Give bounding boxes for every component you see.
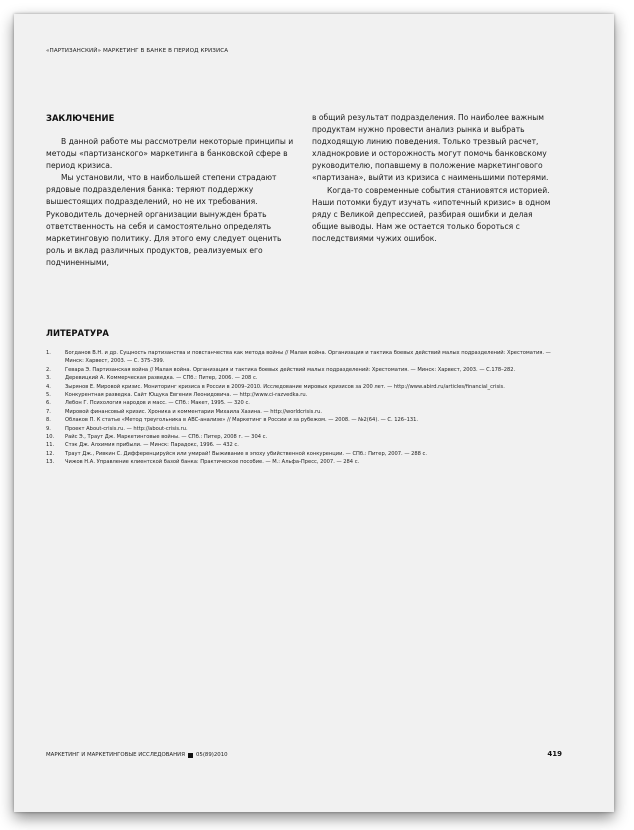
reference-number: 11. — [46, 442, 55, 449]
reference-text: Райс Э., Траут Дж. Маркетинговые войны. — СПб.: Питер, 2008 г. — 304 с. — [65, 434, 268, 441]
reference-item — [46, 450, 566, 458]
reference-number: 1. — [46, 350, 51, 356]
document-page — [14, 14, 614, 812]
reference-number: 7. — [46, 408, 51, 415]
reference-text: Чижов Н.А. Управление клиентской базой банка: Практическое пособие. — М.: Альфа-Пресс, 2007. — 284 с. — [65, 459, 360, 466]
conclusion-paragraph: В данной работе мы рассмотрели некоторые принципы и методы «партизанского» маркетинга в банковской сфере в период кризиса. — [46, 137, 294, 171]
reference-number: 4. — [46, 383, 51, 390]
reference-item — [46, 408, 566, 416]
page-footer — [46, 752, 228, 758]
reference-number: 10. — [46, 434, 55, 441]
reference-item — [46, 416, 566, 424]
reference-item — [46, 374, 566, 382]
conclusion-left-column — [46, 136, 296, 269]
reference-text: Лебон Г. Психология народов и масс. — СПб.: Макет, 1995. — 320 с. — [65, 400, 250, 407]
reference-number: 2. — [46, 366, 51, 373]
reference-item — [46, 366, 566, 374]
running-header: «ПАРТИЗАНСКИЙ» МАРКЕТИНГ В БАНКЕ В ПЕРИОД КРИЗИСА — [46, 48, 229, 54]
reference-item — [46, 441, 566, 449]
reference-number: 6. — [46, 400, 51, 407]
reference-number: 9. — [46, 425, 51, 432]
reference-number: 12. — [46, 450, 55, 457]
reference-number: 5. — [46, 392, 51, 399]
reference-text: Облаков П. К статье «Метод треугольника в ABC-анализе» // Маркетинг в России и за рубежом. — 2008. — №2(64). — С. 126–131. — [65, 417, 419, 424]
reference-text: Конкурентная разведка. Сайт Ющука Евгения Леонидовича. — http://www.ci-razvedka.ru. — [65, 392, 308, 399]
reference-item — [46, 433, 566, 441]
literature-heading: ЛИТЕРАТУРА — [46, 328, 109, 338]
conclusion-paragraph: Когда-то современные события станиовятся историей. Наши потомки будут изучать «ипотечный кризис» в одном ряду с Великой депрессией, разбирая ошибки и делая общие выводы. Нам же остается только бороться с последствиями чужих ошибок. — [312, 185, 551, 243]
reference-text: Зырянов Е. Мировой кризис. Мониторинг кризиса в России в 2009–2010. Исследование мировых кризисов за 200 лет. — http://www.abird.ru/articles/financial_crisis. — [65, 383, 505, 390]
reference-list — [46, 349, 566, 467]
reference-text: Проект About-crisis.ru. — http://about-crisis.ru. — [65, 425, 188, 432]
issue-number: 05(89)2010 — [195, 752, 228, 758]
reference-item — [46, 425, 566, 433]
reference-text: Богданов В.Н. и др. Сущность партизанства и повстанчества как метода войны // Малая война. Организация и тактика боевых действий малых подразделений: Хрестоматия. — Минск: Харвест, 2003. — С. 375–399. — [65, 350, 551, 365]
page-number: 419 — [547, 750, 562, 758]
reference-text: Траут Дж., Ривкин С. Дифференцируйся или умирай! Выживание в эпоху убийственной конкуренции. — СПб.: Питер, 2007. — 288 с. — [65, 450, 428, 457]
reference-text: Мировой финансовый кризис. Хроника и комментарии Михаила Хазина. — http://worldcrisis.ru. — [65, 408, 322, 415]
reference-item — [46, 349, 566, 366]
reference-text: Гевара Э. Партизанская война // Малая война. Организация и тактика боевых действий малых подразделений: Хрестоматия. — Минск: Харвест, 2003. — С.178–282. — [65, 366, 516, 373]
journal-name: МАРКЕТИНГ И МАРКЕТИНГОВЫЕ ИССЛЕДОВАНИЯ — [46, 752, 185, 758]
conclusion-right-column — [312, 112, 558, 245]
reference-item — [46, 383, 566, 391]
reference-item — [46, 399, 566, 407]
reference-number: 8. — [46, 417, 51, 424]
reference-text: Деревицкий А. Коммерческая разведка. — СПб.: Питер, 2006. — 208 с. — [65, 375, 258, 382]
reference-item — [46, 458, 566, 466]
reference-number: 3. — [46, 375, 51, 382]
conclusion-paragraph: Мы установили, что в наибольшей степени страдают рядовые подразделения банка: теряют поддержку вышестоящих подразделений, но не их требования. Руководитель дочерней организации вынужден брать ответственность на себя и самостоятельно определять маркетинговую политику. Для этого ему следует оценить роль и вклад различных продуктов, реализуемых его подчиненными, — [46, 173, 282, 267]
reference-item — [46, 391, 566, 399]
reference-number: 13. — [46, 459, 55, 466]
separator-square-icon — [188, 753, 193, 758]
conclusion-paragraph: в общий результат подразделения. По наиболее важным продуктам нужно провести анализ рынка и выбрать подходящую линию поведения. Только трезвый расчет, хладнокровие и осторожность могут помочь банковскому руководителю, попавшему в положение маркетингового «партизана», выйти из кризиса с наименьшими потерями. — [312, 113, 549, 183]
conclusion-heading: ЗАКЛЮЧЕНИЕ — [46, 113, 115, 123]
reference-text: Стэк Дж. Алхимия прибыли. — Минск: Парадокс, 1996. — 432 с. — [65, 442, 239, 449]
